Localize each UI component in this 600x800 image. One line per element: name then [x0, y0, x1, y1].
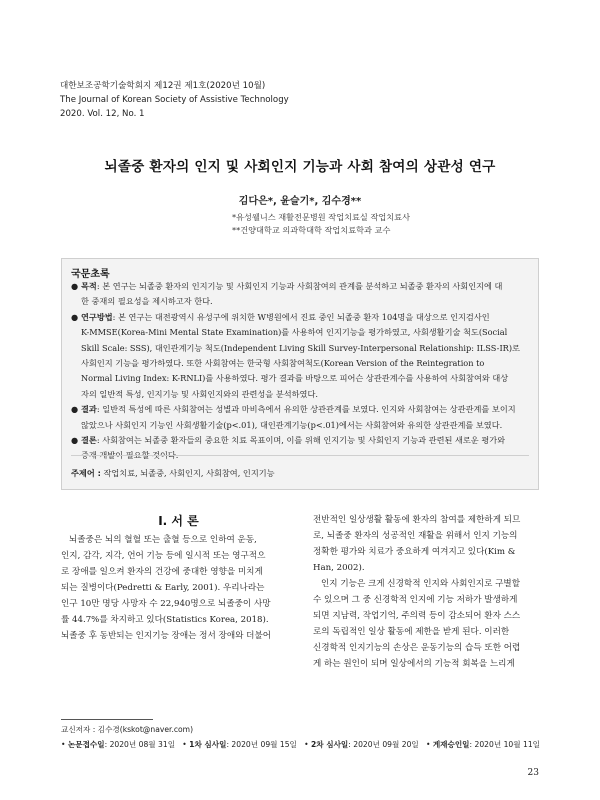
- date-received: • 논문접수일: 2020년 08월 31일: [61, 740, 176, 749]
- body-line: 되는 질병이다(Pedretti & Early, 2001). 우리나라는: [61, 583, 265, 593]
- footnote-rule: [61, 719, 153, 720]
- body-line: 뇌졸중 후 동반되는 인지기능 장애는 정서 장애와 더불어: [61, 631, 272, 641]
- corresponding-author: 교신저자 : 김수경(kskot@naver.com): [61, 725, 194, 734]
- body-line: 인구 10만 명당 사망자 수 22,940명으로 뇌졸중이 사망: [61, 599, 271, 609]
- date-review-2: • 2차 심사일: 2020년 09월 20일: [304, 740, 419, 749]
- keywords-label: 주제어 :: [71, 468, 101, 478]
- abstract-line: : 본 연구는 뇌졸중 환자의 인지기능 및 사회인지 기능과 사회참여의 관계를 분석하고 뇌졸중 환자의 사회인지에 대: [96, 281, 503, 291]
- body-line: 로의 독립적인 일상 활동에 제한을 받게 된다. 이러한: [313, 627, 510, 637]
- body-column-left: [61, 532, 296, 644]
- body-line: 뇌졸중은 뇌의 혈혈 또는 출혈 등으로 인하여 운동,: [69, 535, 257, 545]
- abstract-item-methods: [71, 310, 531, 402]
- abstract-line: 않았으나 사회인지 기능인 사회생활기술(p<.01), 대인관계기능(p<.01)에서는 사회참여와 유의한 상관관계를 보였다.: [81, 419, 503, 430]
- body-line: 인지, 감각, 지각, 언어 기능 등에 일시적 또는 영구적으: [61, 551, 266, 561]
- bullet-icon: ●: [71, 281, 79, 291]
- abstract-label: 결론: [81, 435, 97, 446]
- body-line: 되면 지남력, 작업기억, 주의력 등이 감소되어 환자 스스: [313, 611, 521, 621]
- abstract-item-purpose: [71, 279, 531, 310]
- submission-dates: [61, 739, 540, 750]
- bullet-icon: ●: [71, 311, 79, 322]
- body-line: 전반적인 일상생활 활동에 환자의 참여를 제한하게 되므: [313, 515, 521, 525]
- journal-volume: 2020. Vol. 12, No. 1: [60, 109, 145, 119]
- affiliation-1: *유성웰니스 재활전문병원 작업치료실 작업치료사: [232, 212, 410, 222]
- abstract-label: 결과: [81, 404, 97, 415]
- abstract-line: 한 중재의 필요성을 제시하고자 한다.: [81, 296, 213, 307]
- paper-title: 뇌졸중 환자의 인지 및 사회인지 기능과 사회 참여의 상관성 연구: [104, 159, 496, 175]
- abstract-item-results: [71, 402, 531, 433]
- journal-korean-name: 대한보조공학기술학회지 제12권 제1호(2020년 10월): [60, 81, 266, 91]
- journal-header: [60, 79, 289, 121]
- section-heading: I. 서 론: [158, 514, 199, 528]
- body-line: 로, 뇌졸중 환자의 성공적인 재활을 위해서 인지 기능의: [313, 531, 518, 541]
- affiliation-2: **건양대학교 의과학대학 작업치료학과 교수: [232, 225, 391, 235]
- affiliations: [232, 211, 410, 237]
- abstract-line: Skill Scale: SSS), 대인관계기능 척도(Independent Living Skill Survey-Interpersonal Relationship: ILSS-IR)로: [81, 342, 520, 353]
- abstract-label: 목적: [81, 281, 97, 291]
- abstract-box: [61, 258, 539, 490]
- date-accepted: • 게재승인일: 2020년 10월 11일: [425, 740, 540, 749]
- body-line: Han, 2002).: [313, 563, 365, 573]
- body-line: 신경학적 인지기능의 손상은 운동기능의 습득 또한 어렵: [313, 643, 521, 653]
- date-review-1: • 1차 심사일: 2020년 09월 15일: [182, 740, 297, 749]
- abstract-label: 연구방법: [81, 311, 113, 322]
- abstract-line: 사회인지 기능을 평가하였다. 또한 사회참여는 한국형 사회참여척도(Korean Version of the Reintegration to: [81, 358, 485, 369]
- abstract-line: : 일반적 특성에 따른 사회참여는 성별과 마비측에서 유의한 상관관계를 보였다. 인지와 사회참여는 상관관계를 보이지: [96, 404, 516, 415]
- bullet-icon: ●: [71, 404, 79, 415]
- body-line: 정확한 평가와 치료가 중요하게 여겨지고 있다(Kim &: [313, 547, 516, 557]
- abstract-line: : 사회참여는 뇌졸중 환자들의 중요한 치료 목표이며, 이를 위해 인지기능 및 사회인지 기능과 관련된 새로운 평가와: [96, 435, 506, 446]
- keywords-list: 작업치료, 뇌졸중, 사회인지, 사회참여, 인지기능: [103, 468, 275, 478]
- body-column-right: [313, 512, 540, 672]
- abstract-body: [71, 279, 531, 464]
- body-line: 인지 기능은 크게 신경학적 인지와 사회인지로 구별할: [321, 579, 521, 589]
- body-line: 률 44.7%를 차지하고 있다(Statistics Korea, 2018).: [61, 615, 269, 625]
- abstract-item-conclusion: [71, 433, 531, 464]
- body-line: 로 장애를 일으켜 환자의 건강에 중대한 영향을 미치게: [61, 567, 263, 577]
- keywords: [71, 468, 275, 479]
- journal-english-name: The Journal of Korean Society of Assistive Technology: [60, 95, 289, 105]
- abstract-line: Normal Living Index: K-RNLI)를 사용하였다. 평가 결과를 바탕으로 피어슨 상관관계수를 사용하여 사회참여와 대상: [81, 373, 509, 384]
- abstract-divider: [71, 455, 529, 456]
- abstract-line: 자의 일반적 특성, 인지기능 및 사회인지와의 관련성을 분석하였다.: [81, 388, 318, 399]
- body-line: 게 하는 원인이 되며 일상에서의 기능적 회복을 느리게: [313, 659, 515, 669]
- abstract-line: K-MMSE(Korea-Mini Mental State Examination)를 사용하여 인지기능을 평가하였고, 사회생활기술 척도(Social: [81, 327, 508, 338]
- bullet-icon: ●: [71, 435, 79, 446]
- author-list: 김다은*, 윤슬기*, 김수경**: [238, 196, 362, 207]
- abstract-line: : 본 연구는 대전광역시 유성구에 위치한 W병원에서 진료 중인 뇌졸중 환자 104명을 대상으로 인지검사인: [112, 311, 490, 322]
- abstract-heading: 국문초록: [71, 269, 110, 280]
- body-line: 수 있으며 그 중 신경학적 인지에 기능 저하가 발생하게: [313, 595, 518, 605]
- abstract-line: 중재 개발이 필요할 것이다.: [81, 450, 179, 461]
- page-number: 23: [527, 768, 539, 778]
